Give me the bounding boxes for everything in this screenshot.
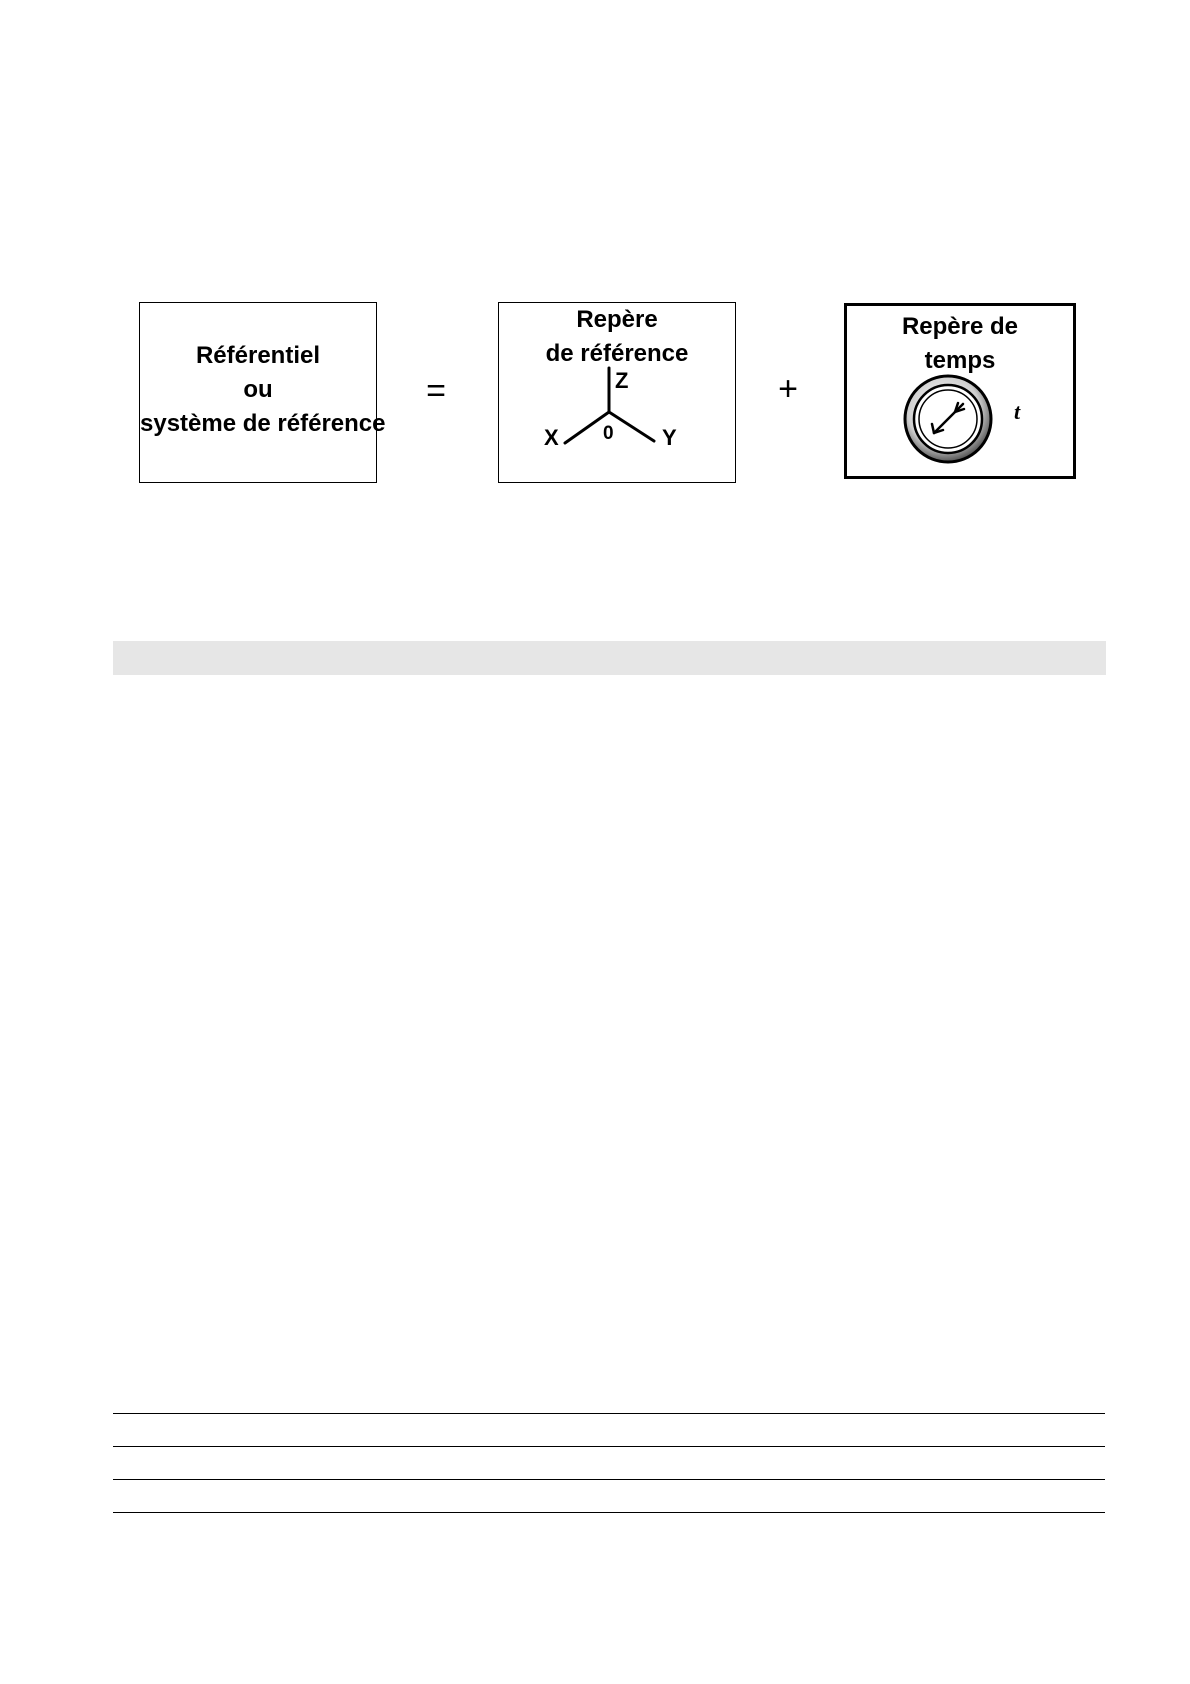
z-axis-label: Z: [615, 368, 629, 393]
writing-line: [113, 1479, 1105, 1480]
y-axis-line: [609, 412, 654, 441]
axes-diagram: [499, 303, 737, 484]
plus-sign: +: [778, 370, 798, 408]
repere-reference-box: [498, 302, 736, 483]
referentiel-line-2: ou: [243, 376, 273, 403]
x-axis-label: X: [544, 425, 559, 450]
repere-temps-box: [844, 303, 1076, 479]
y-axis-label: Y: [662, 425, 677, 450]
writing-line: [113, 1512, 1105, 1513]
origin-label: 0: [603, 423, 614, 444]
writing-line: [113, 1446, 1105, 1447]
referentiel-box: [139, 302, 386, 483]
repere-temps-line-2: temps: [924, 347, 996, 374]
repere-reference-line-2: de référence: [545, 340, 689, 367]
time-symbol: t: [1014, 399, 1021, 424]
repere-temps-line-1: Repère de: [901, 313, 1019, 340]
referentiel-line-3: système de référence: [140, 410, 386, 437]
repere-reference-line-1: Repère: [576, 306, 658, 333]
equals-sign: =: [426, 372, 446, 410]
grey-band: [113, 641, 1106, 675]
clock-icon: [847, 306, 1073, 476]
writing-line: [113, 1413, 1105, 1414]
referentiel-line-1: Référentiel: [195, 342, 321, 369]
referentiel-label: [140, 339, 386, 441]
